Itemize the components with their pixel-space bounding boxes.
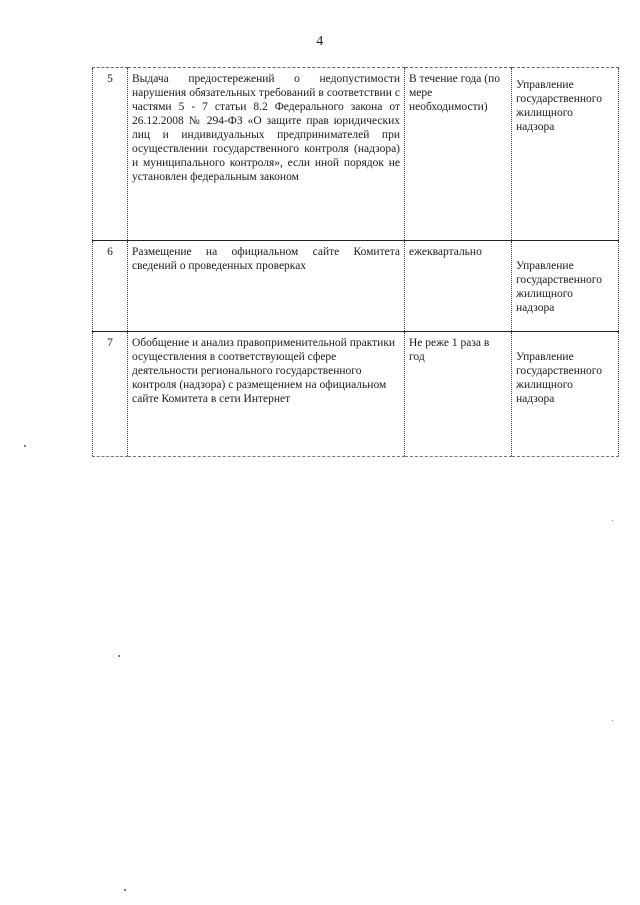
measure-term: Не реже 1 раза в год <box>405 332 512 457</box>
measures-table <box>92 67 619 457</box>
measure-description: Выдача предостережений о недопустимости нарушения обязательных требований в соответствии с частями 5 - 7 статьи 8.2 Федерального закона от 26.12.2008 № 294-ФЗ «О защите прав юридических лиц и индивидуальных предпринимателей при осуществлении государственного контроля (надзора) и муниципального контроля», если иной порядок не установлен федеральным законом <box>128 68 405 241</box>
scan-speck <box>24 445 26 447</box>
scan-speck <box>612 520 613 521</box>
scan-speck <box>612 720 613 721</box>
row-number: 5 <box>93 68 128 241</box>
row-number: 6 <box>93 241 128 332</box>
scan-speck <box>124 889 126 891</box>
measure-responsible: Управление государственного жилищного надзора <box>512 68 619 241</box>
measure-description: Размещение на официальном сайте Комитета сведений о проведенных проверках <box>128 241 405 332</box>
page-number: 4 <box>316 34 324 49</box>
measure-description: Обобщение и анализ правоприменительной практики осуществления в соответствующей сфере деятельности регионального государственного контроля (надзора) с размещением на официальном сайте Комитета в сети Интернет <box>128 332 405 457</box>
table-row <box>93 241 619 332</box>
measure-responsible: Управление государственного жилищного надзора <box>512 241 619 332</box>
scan-speck <box>118 655 120 657</box>
row-number: 7 <box>93 332 128 457</box>
measure-responsible: Управление государственного жилищного надзора <box>512 332 619 457</box>
table-row <box>93 68 619 241</box>
table-row <box>93 332 619 457</box>
measure-term: В течение года (по мере необходимости) <box>405 68 512 241</box>
measure-term: ежеквартально <box>405 241 512 332</box>
